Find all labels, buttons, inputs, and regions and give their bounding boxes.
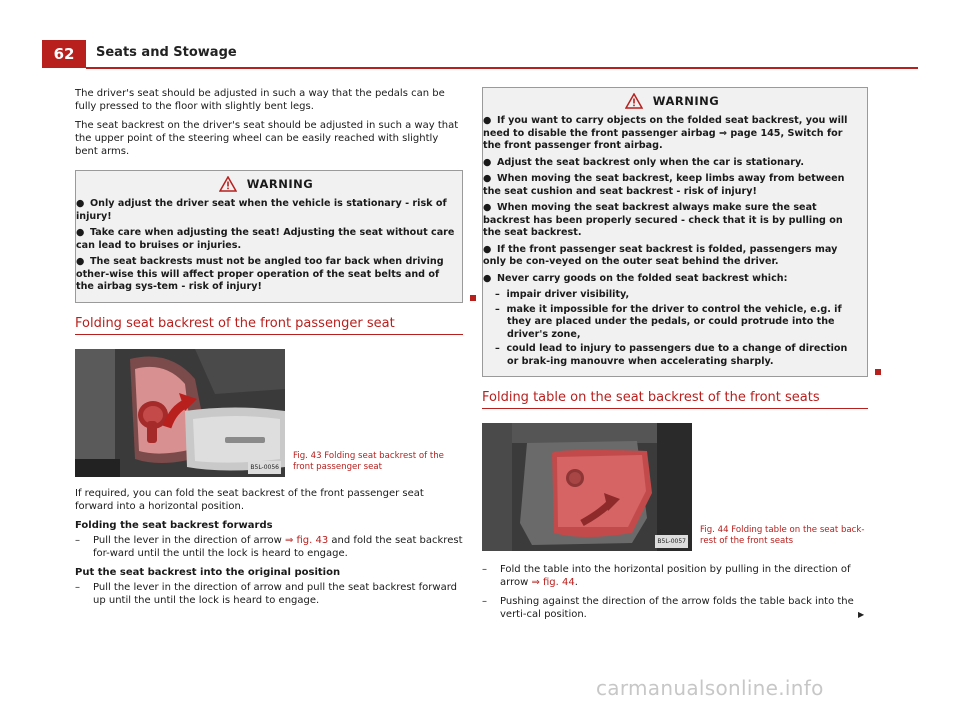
header-rule xyxy=(86,67,918,69)
bullet-icon: ● xyxy=(76,256,85,267)
sub-item-text: impair driver visibility, xyxy=(506,289,630,300)
subheading-folding-forwards: Folding the seat backrest forwards xyxy=(75,519,273,531)
right-column xyxy=(482,87,868,627)
dash-marker: – xyxy=(482,564,487,575)
body-paragraph: If required, you can fold the seat backrest of the front passenger seat forward into a horizontal position. xyxy=(75,487,424,512)
warning-item-text: When moving the seat backrest always make sure the seat backrest has been properly secured - check that it is by pulling on the seat backrest. xyxy=(483,202,843,238)
bullet-icon: ● xyxy=(483,272,492,284)
warning-item xyxy=(483,202,861,240)
section-end-marker xyxy=(875,369,881,375)
dash-marker: – xyxy=(482,596,487,607)
figure-reference-link[interactable]: ⇒ fig. 44 xyxy=(531,577,575,588)
warning-item-text: If the front passenger seat backrest is folded, passengers may only be con-veyed on the outer seat behind the driver. xyxy=(483,243,838,267)
warning-item xyxy=(76,256,456,294)
warning-item-text: Take care when adjusting the seat! Adjusting the seat without care can lead to bruises or injuries. xyxy=(76,227,455,251)
watermark: carmanualsonline.info xyxy=(596,676,824,700)
warning-item-text: When moving the seat backrest, keep limbs away from between the seat cushion and seat backrest - risk of injury! xyxy=(483,173,845,197)
figure-caption: Fig. 44 Folding table on the seat back-rest of the front seats xyxy=(700,525,865,546)
step-text: Fold the table into the horizontal position by pulling in the direction of arrow xyxy=(500,564,851,588)
bullet-icon: ● xyxy=(483,173,492,184)
warning-item xyxy=(483,157,861,170)
instruction-step xyxy=(75,534,463,560)
figure-44 xyxy=(482,423,868,551)
step-text: Pushing against the direction of the arrow folds the table back into the verti-cal position. xyxy=(500,596,854,620)
step-text: . xyxy=(574,577,578,588)
intro-paragraph-2: The seat backrest on the driver's seat should be adjusted in such a way that the upper point of the steering wheel can be easily reached with slightly bent arms. xyxy=(75,120,459,157)
warning-item xyxy=(483,115,861,153)
warning-sub-item xyxy=(483,304,861,342)
bullet-icon: ● xyxy=(483,202,492,213)
step-text: Pull the lever in the direction of arrow and pull the seat backrest forward up until the until the lock is heard to engage. xyxy=(93,581,457,606)
warning-item-text: The seat backrests must not be angled too far back when driving other-wise this will affect proper operation of the seat belts and of the airbag sys-tem - risk of injury! xyxy=(76,256,444,292)
dash-marker: – xyxy=(75,534,80,546)
intro-paragraph-1: The driver's seat should be adjusted in such a way that the pedals can be fully pressed to the floor with slightly bent legs. xyxy=(75,88,445,112)
warning-header xyxy=(483,92,861,110)
figure-code: B5L-0057 xyxy=(655,535,688,548)
dash-marker: – xyxy=(75,581,80,593)
warning-item xyxy=(483,273,861,286)
folding-table-photo xyxy=(482,423,692,551)
section-heading-folding-seat: Folding seat backrest of the front passenger seat xyxy=(75,317,463,335)
page-number: 62 xyxy=(42,40,86,68)
warning-title: WARNING xyxy=(652,93,720,108)
warning-item-text: If you want to carry objects on the folded seat backrest, you will need to disable the front passenger airbag ⇒ page 145, Switch for the front passenger front airbag. xyxy=(483,115,848,151)
page-title: Seats and Stowage xyxy=(96,45,237,60)
section-end-marker xyxy=(470,295,476,301)
warning-header xyxy=(76,175,456,193)
warning-sub-item xyxy=(483,289,861,302)
bullet-icon: ● xyxy=(483,156,492,168)
warning-triangle-icon xyxy=(219,176,237,192)
warning-item-text: Never carry goods on the folded seat backrest which: xyxy=(497,272,788,284)
bullet-icon: ● xyxy=(483,243,492,255)
instruction-step xyxy=(75,581,463,607)
seat-backrest-photo xyxy=(75,349,285,477)
dash-marker: – xyxy=(495,289,500,300)
figure-43 xyxy=(75,349,463,477)
warning-item xyxy=(76,198,456,223)
step-text: and fold the seat backrest for-ward until the until the lock is heard to engage. xyxy=(93,534,463,559)
warning-item-text: Only adjust the driver seat when the vehicle is stationary - risk of injury! xyxy=(76,198,447,222)
warning-box-folded-backrest xyxy=(482,87,868,377)
section-heading-folding-table: Folding table on the seat backrest of the front seats xyxy=(482,391,868,409)
warning-item xyxy=(483,244,861,269)
warning-item-text: Adjust the seat backrest only when the car is stationary. xyxy=(497,156,805,168)
left-column xyxy=(75,87,463,613)
subheading-original-position: Put the seat backrest into the original position xyxy=(75,566,341,578)
warning-item xyxy=(76,227,456,252)
warning-box-driver-seat xyxy=(75,170,463,303)
warning-sub-item xyxy=(483,343,861,368)
sub-item-text: make it impossible for the driver to control the vehicle, e.g. if they are placed under the pedals, or could protrude into the driver's zone, xyxy=(506,303,842,340)
figure-reference-link[interactable]: ⇒ fig. 43 xyxy=(284,534,329,546)
warning-triangle-icon xyxy=(625,93,643,109)
bullet-icon: ● xyxy=(483,115,492,126)
figure-caption: Fig. 43 Folding seat backrest of the front passenger seat xyxy=(293,450,444,472)
sub-item-text: could lead to injury to passengers due to a change of direction or brak-ing manouvre when accelerating sharply. xyxy=(506,343,848,367)
instruction-step xyxy=(482,563,868,589)
warning-title: WARNING xyxy=(246,176,314,191)
warning-item xyxy=(483,173,861,198)
instruction-step: – Pushing against the direction of the arrow folds the table back into the verti-cal position. ▶ xyxy=(482,596,865,620)
dash-marker: – xyxy=(495,343,500,354)
figure-code: B5L-0056 xyxy=(248,461,281,474)
dash-marker: – xyxy=(495,303,500,315)
step-text: Pull the lever in the direction of arrow xyxy=(93,534,285,546)
bullet-icon: ● xyxy=(76,227,85,238)
bullet-icon: ● xyxy=(76,198,85,209)
